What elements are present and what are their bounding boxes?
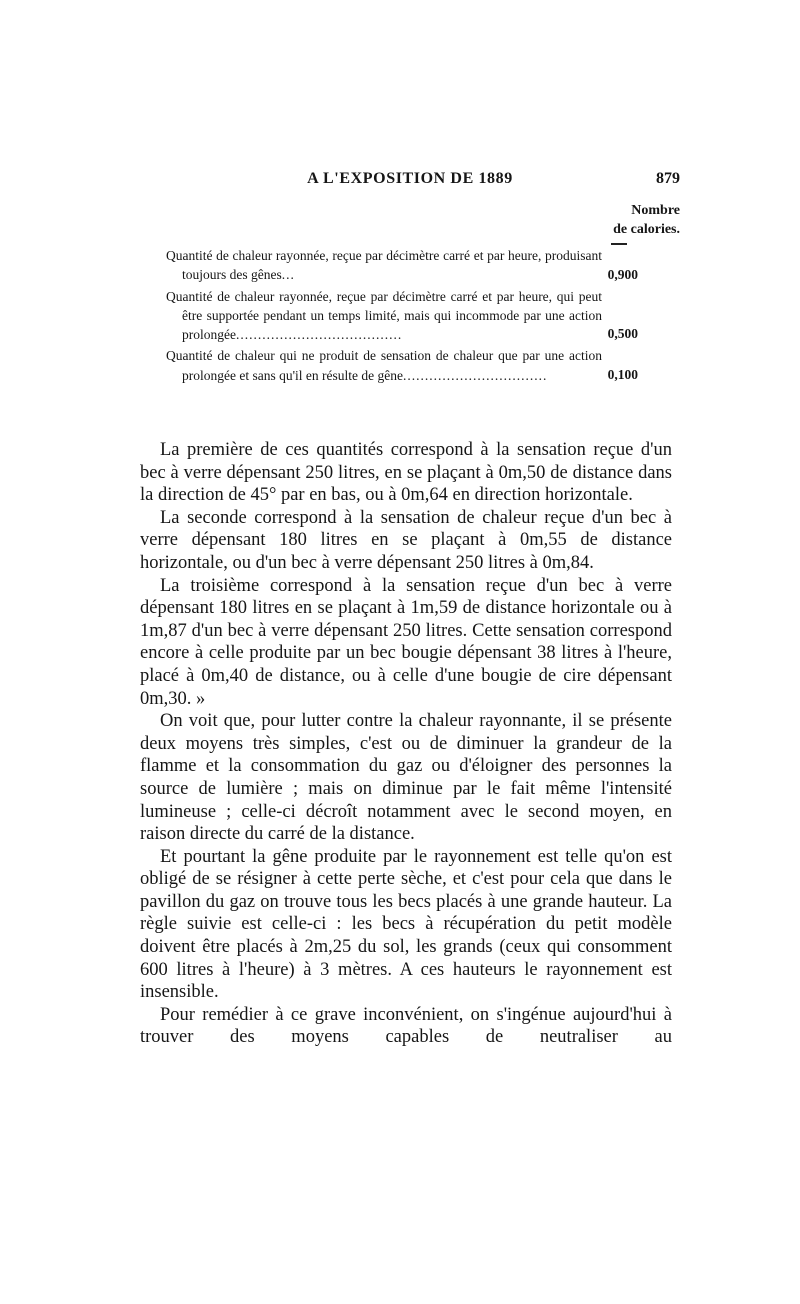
dot-leader: ...	[281, 267, 295, 283]
dot-leader: ......................................	[235, 327, 403, 343]
running-header	[140, 170, 680, 194]
paragraph: La première de ces quantités correspond à la sensation reçue d'un bec à verre dépensant 250 litres, en se plaçant à 0m,50 de distance dans la direction de 45° par en bas, ou à 0m,64 en direction horizontale.	[140, 440, 672, 506]
paragraph: La troisième correspond à la sensation reçue d'un bec à verre dépensant 180 litres en se plaçant à 1m,59 de distance horizontale ou à 1m,87 d'un bec à verre dépensant 250 litres. Cette sensation correspond encore à celle produite par un bec bougie dépensant 38 litres à l'heure, placé à 0m,40 de distance, ou à celle d'une bougie de cire dépensant 0m,30. »	[140, 575, 672, 709]
row-text: Quantité de chaleur rayonnée, reçue par décimètre carré et par heure, produisant toujours des gênes	[166, 248, 602, 283]
row-value: 0,100	[607, 367, 638, 383]
table-row	[166, 246, 638, 285]
column-header-line-2: de calories.	[613, 222, 680, 237]
running-title: A L'EXPOSITION DE 1889	[307, 170, 513, 187]
row-description	[166, 246, 602, 285]
row-text: Quantité de chaleur rayonnée, reçue par décimètre carré et par heure, qui peut être supportée pendant un temps limité, mais qui incommode par une action prolongée	[166, 288, 602, 343]
paragraph: Et pourtant la gêne produite par le rayonnement est telle qu'on est obligé de se résigner à cette perte sèche, et c'est pour cela que dans le pavillon du gaz on trouve tous les becs placés à une grande hauteur. La règle suivie est celle-ci : les becs à récupération du petit modèle doivent être placés à 2m,25 du sol, les grands (ceux qui consomment 600 litres à l'heure) à 3 mètres. A ces hauteurs le rayonnement est insensible.	[140, 846, 672, 1003]
row-value: 0,900	[607, 266, 638, 282]
body-text	[140, 439, 672, 1049]
table-row	[166, 346, 638, 385]
column-header-line-1: Nombre	[631, 203, 680, 218]
paragraph: On voit que, pour lutter contre la chaleur rayonnante, il se présente deux moyens très simples, c'est ou de diminuer la grandeur de la flamme et la consommation du gaz ou d'éloigner des personnes la source de lumière ; mais on diminue par le fait même l'intensité lumineuse ; celle-ci décroît notamment avec le second moyen, en raison directe du carré de la distance.	[140, 711, 672, 845]
paragraph: Pour remédier à ce grave inconvénient, on s'ingénue aujourd'hui à trouver des moyens capables de neutraliser au	[140, 1004, 672, 1048]
column-header-rule	[611, 243, 627, 245]
paragraph: La seconde correspond à la sensation de chaleur reçue d'un bec à verre dépensant 180 litres en se plaçant à 0m,55 de distance horizontale, ou d'un bec à verre dépensant 250 litres à 0m,84.	[140, 507, 672, 573]
row-description	[166, 346, 602, 385]
dot-leader: .................................	[402, 367, 548, 383]
calories-column-header	[540, 201, 680, 239]
page-number: 879	[656, 170, 680, 187]
table-row	[166, 287, 638, 345]
heat-quantity-table	[166, 246, 638, 387]
row-text: Quantité de chaleur qui ne produit de sensation de chaleur que par une action prolongée et sans qu'il en résulte de gêne	[166, 348, 602, 383]
row-value: 0,500	[607, 326, 638, 342]
row-description	[166, 287, 602, 345]
